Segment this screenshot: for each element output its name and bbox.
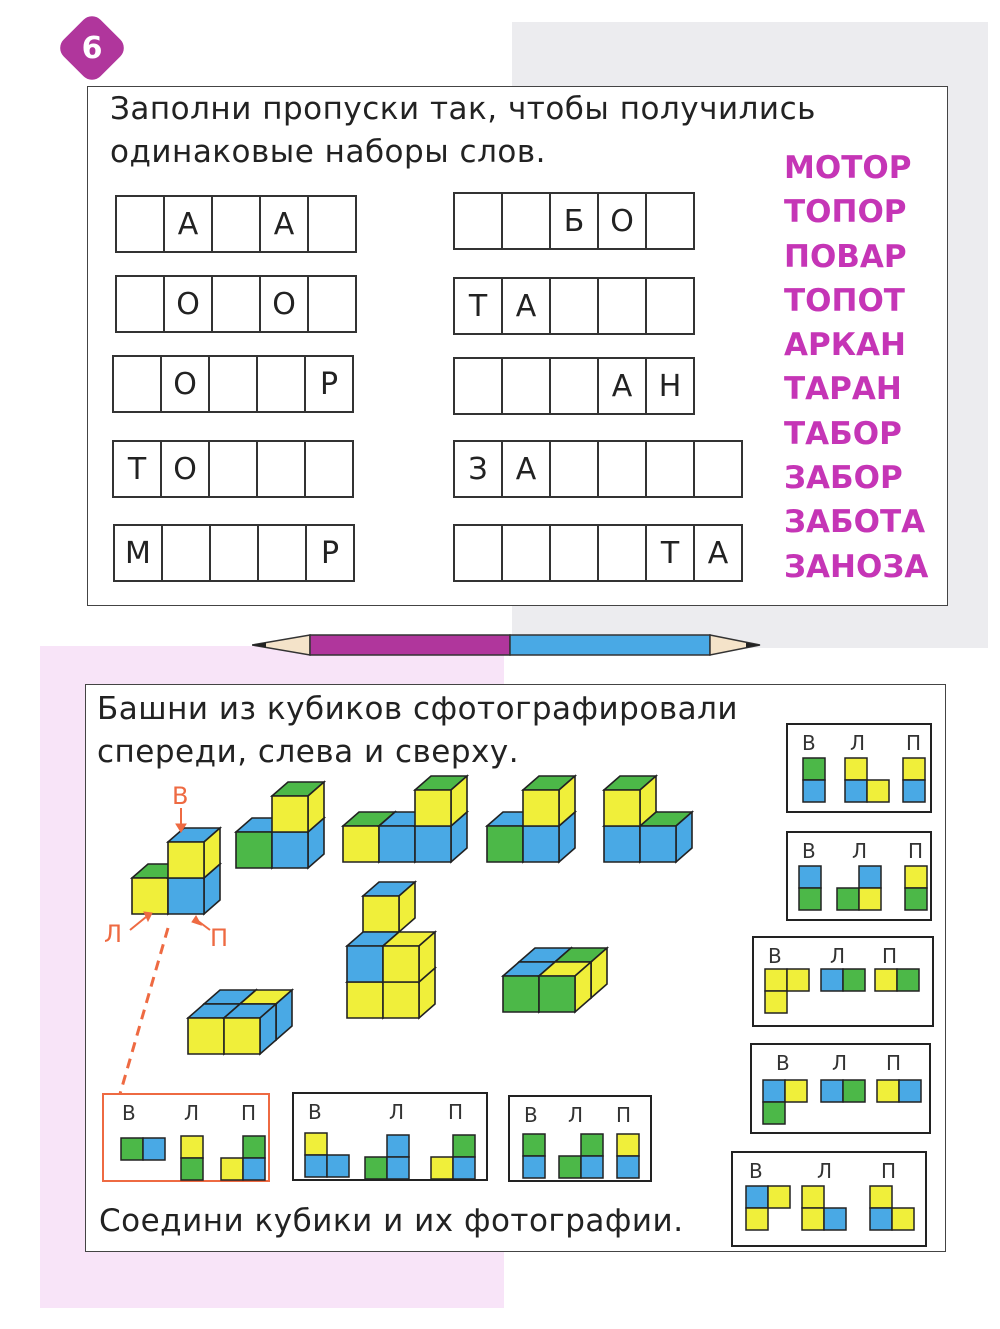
- cube-face: [236, 832, 272, 868]
- view-square: [305, 1155, 327, 1177]
- view-photo: [904, 865, 928, 911]
- view-label: Л: [817, 1159, 833, 1183]
- cube-face: [272, 796, 308, 832]
- photo-card[interactable]: [292, 1092, 488, 1181]
- view-photo: [745, 1185, 791, 1231]
- view-square: [875, 969, 897, 991]
- letter-cell: О: [261, 277, 309, 331]
- view-square: [803, 758, 825, 780]
- view-label: П: [448, 1100, 464, 1124]
- cube-face: [523, 826, 559, 862]
- view-square: [870, 1186, 892, 1208]
- cube-face: [383, 946, 419, 982]
- view-square: [387, 1135, 409, 1157]
- cube-face: [188, 1018, 224, 1054]
- view-square: [243, 1136, 265, 1158]
- cube-face: [604, 790, 640, 826]
- photo-card[interactable]: [786, 831, 932, 921]
- word-item: АРКАН: [784, 327, 906, 364]
- view-square: [327, 1155, 349, 1177]
- view-square: [559, 1156, 581, 1178]
- letter-cell: О: [162, 442, 210, 496]
- cube-face: [224, 1018, 260, 1054]
- view-square: [824, 1208, 846, 1230]
- view-square: [877, 1080, 899, 1102]
- view-square: [305, 1133, 327, 1155]
- letter-cell: О: [165, 277, 213, 331]
- cube-face: [415, 790, 451, 826]
- view-square: [581, 1134, 603, 1156]
- view-square: [768, 1186, 790, 1208]
- view-label-front: П: [210, 924, 229, 952]
- view-square: [899, 1080, 921, 1102]
- photo-card[interactable]: [750, 1043, 931, 1134]
- view-label: Л: [389, 1100, 405, 1124]
- view-square: [746, 1208, 768, 1230]
- word-item: МОТОР: [784, 150, 912, 186]
- view-square: [905, 888, 927, 910]
- word-item: ТАРАН: [784, 371, 902, 408]
- view-square: [821, 969, 843, 991]
- view-square: [785, 1080, 807, 1102]
- cube-face: [168, 878, 204, 914]
- photo-card[interactable]: [102, 1093, 270, 1182]
- letter-cell: А: [165, 197, 213, 251]
- view-square: [903, 780, 925, 802]
- view-square: [221, 1158, 243, 1180]
- view-photo: [180, 1135, 204, 1181]
- instruction-line: одинаковые наборы слов.: [110, 134, 546, 170]
- photo-card[interactable]: [731, 1151, 927, 1247]
- task2-footer: Соедини кубики и их фотографии.: [99, 1203, 684, 1239]
- view-photo: [836, 865, 882, 911]
- view-photo: [801, 1185, 847, 1231]
- view-square: [746, 1186, 768, 1208]
- view-photo: [616, 1133, 640, 1179]
- view-square: [867, 780, 889, 802]
- letter-cell: А: [599, 359, 647, 413]
- letter-cell: Р: [306, 357, 354, 411]
- cube-face: [343, 826, 379, 862]
- photo-card[interactable]: [752, 936, 934, 1027]
- view-square: [859, 866, 881, 888]
- cube-face: [363, 896, 399, 932]
- view-photo: [876, 1079, 922, 1103]
- word-item: ТОПОР: [784, 194, 907, 231]
- view-label: В: [802, 731, 816, 755]
- view-label: В: [768, 944, 782, 968]
- view-photo: [364, 1134, 410, 1180]
- view-label: Л: [850, 731, 866, 755]
- view-photo: [902, 757, 926, 803]
- cube-face: [168, 842, 204, 878]
- view-square: [803, 780, 825, 802]
- view-photo: [120, 1137, 166, 1161]
- view-square: [243, 1158, 265, 1180]
- view-photo: [522, 1133, 546, 1179]
- cube-face: [640, 826, 676, 862]
- view-square: [365, 1157, 387, 1179]
- view-photo: [304, 1132, 350, 1178]
- view-photo: [820, 968, 866, 992]
- cube-face: [347, 946, 383, 982]
- view-square: [181, 1158, 203, 1180]
- word-item: ТАБОР: [784, 415, 902, 452]
- view-square: [903, 758, 925, 780]
- view-square: [523, 1156, 545, 1178]
- view-square: [763, 1102, 785, 1124]
- letter-cell: А: [261, 197, 309, 251]
- view-square: [143, 1138, 165, 1160]
- view-square: [121, 1138, 143, 1160]
- letter-cell: М: [115, 526, 163, 580]
- view-photo: [764, 968, 810, 1014]
- letter-cell: Б: [551, 194, 599, 248]
- word-item: ПОВАР: [784, 238, 907, 275]
- view-square: [802, 1186, 824, 1208]
- view-label: Л: [832, 1051, 848, 1075]
- view-square: [763, 1080, 785, 1102]
- view-photo: [430, 1134, 476, 1180]
- view-photo: [820, 1079, 866, 1103]
- view-photo: [869, 1185, 915, 1231]
- view-square: [181, 1136, 203, 1158]
- view-photo: [844, 757, 890, 803]
- view-label: П: [906, 731, 922, 755]
- view-square: [892, 1208, 914, 1230]
- view-label: В: [749, 1159, 763, 1183]
- view-square: [617, 1134, 639, 1156]
- view-photo: [220, 1135, 266, 1181]
- cube-face: [415, 826, 451, 862]
- view-photo: [874, 968, 920, 992]
- view-label: В: [308, 1100, 322, 1124]
- view-square: [799, 866, 821, 888]
- view-square: [905, 866, 927, 888]
- letter-cell: Т: [114, 442, 162, 496]
- view-square: [802, 1208, 824, 1230]
- letter-cell: А: [503, 279, 551, 333]
- view-label: П: [241, 1101, 257, 1125]
- letter-cell: Р: [307, 526, 355, 580]
- view-label: Л: [830, 944, 846, 968]
- view-label: П: [882, 944, 898, 968]
- view-label-top: В: [172, 782, 189, 810]
- instruction-line: Башни из кубиков сфотографировали: [97, 691, 739, 727]
- view-square: [859, 888, 881, 910]
- view-square: [845, 758, 867, 780]
- word-item: ЗАБОТА: [784, 504, 926, 541]
- view-square: [387, 1157, 409, 1179]
- view-label: В: [776, 1051, 790, 1075]
- view-photo: [798, 865, 822, 911]
- task-number: 6: [81, 31, 103, 66]
- view-square: [837, 888, 859, 910]
- view-square: [845, 780, 867, 802]
- letter-cell: З: [455, 442, 503, 496]
- photo-card[interactable]: [508, 1095, 652, 1182]
- letter-cell: А: [695, 526, 743, 580]
- letter-cell: Т: [455, 279, 503, 333]
- view-square: [897, 969, 919, 991]
- view-square: [821, 1080, 843, 1102]
- view-square: [453, 1157, 475, 1179]
- cube-face: [383, 982, 419, 1018]
- cube-face: [503, 976, 539, 1012]
- view-label-left: Л: [104, 920, 123, 948]
- word-item: ЗАБОР: [784, 460, 903, 497]
- letter-cell: О: [599, 194, 647, 248]
- letter-cell: Н: [647, 359, 695, 413]
- cube-face: [539, 976, 575, 1012]
- view-label: В: [524, 1103, 538, 1127]
- instruction-line: Заполни пропуски так, чтобы получились: [110, 91, 816, 127]
- view-square: [765, 969, 787, 991]
- view-square: [843, 969, 865, 991]
- view-photo: [762, 1079, 808, 1125]
- view-square: [843, 1080, 865, 1102]
- cube-face: [604, 826, 640, 862]
- view-square: [453, 1135, 475, 1157]
- cube-face: [379, 826, 415, 862]
- view-square: [787, 969, 809, 991]
- photo-card[interactable]: [786, 723, 932, 813]
- view-photo: [558, 1133, 604, 1179]
- view-label: В: [122, 1101, 136, 1125]
- cube-face: [523, 790, 559, 826]
- cube-face: [487, 826, 523, 862]
- cube-face: [132, 878, 168, 914]
- view-square: [799, 888, 821, 910]
- view-label: П: [881, 1159, 897, 1183]
- view-square: [523, 1134, 545, 1156]
- view-label: П: [886, 1051, 902, 1075]
- view-label: В: [802, 839, 816, 863]
- cube-face: [272, 832, 308, 868]
- view-label: Л: [184, 1101, 200, 1125]
- word-item: ТОПОТ: [784, 282, 905, 319]
- view-label: Л: [852, 839, 868, 863]
- view-label: П: [616, 1103, 632, 1127]
- letter-cell: Т: [647, 526, 695, 580]
- view-square: [617, 1156, 639, 1178]
- instruction-line: спереди, слева и сверху.: [97, 734, 520, 770]
- letter-cell: А: [503, 442, 551, 496]
- letter-cell: О: [162, 357, 210, 411]
- view-label: Л: [568, 1103, 584, 1127]
- word-item: ЗАНОЗА: [784, 548, 929, 585]
- view-square: [431, 1157, 453, 1179]
- cube-face: [347, 982, 383, 1018]
- view-square: [870, 1208, 892, 1230]
- view-square: [765, 991, 787, 1013]
- view-photo: [802, 757, 826, 803]
- view-label: П: [908, 839, 924, 863]
- view-square: [581, 1156, 603, 1178]
